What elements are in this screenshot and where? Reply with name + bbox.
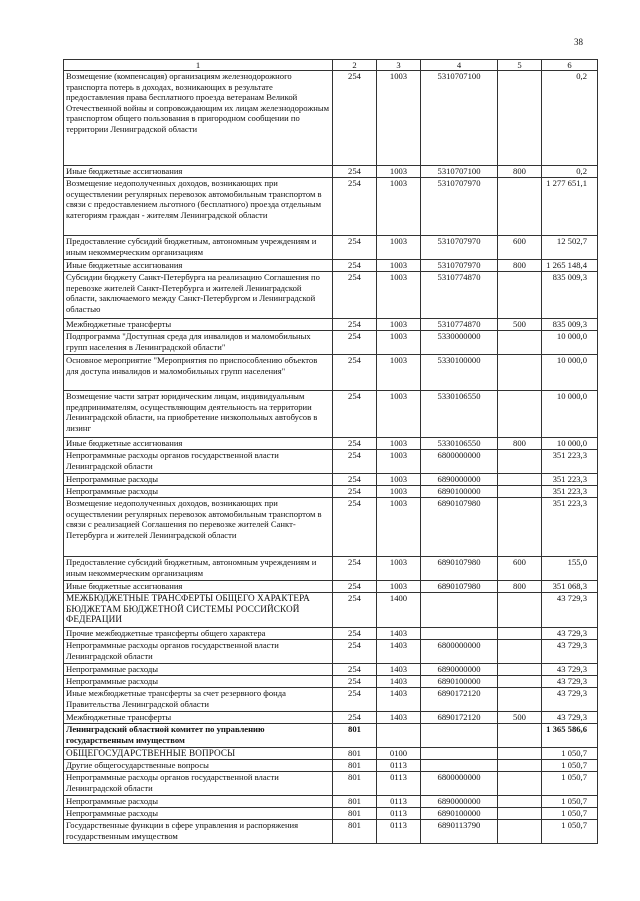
table-row bbox=[64, 272, 598, 319]
table-row bbox=[64, 808, 598, 820]
row-name: Межбюджетные трансферты bbox=[64, 319, 333, 331]
row-section-code: 1003 bbox=[377, 438, 421, 450]
row-amount: 43 729,3 bbox=[542, 676, 598, 688]
row-ministry-code: 254 bbox=[333, 593, 377, 628]
row-amount: 351 068,3 bbox=[542, 581, 598, 593]
row-section-code: 0100 bbox=[377, 748, 421, 760]
row-target-article: 5310774870 bbox=[421, 319, 498, 331]
row-ministry-code: 801 bbox=[333, 724, 377, 748]
table-row bbox=[64, 438, 598, 450]
row-target-article: 6890100000 bbox=[421, 808, 498, 820]
row-section-code: 1403 bbox=[377, 628, 421, 640]
table-row bbox=[64, 820, 598, 844]
row-ministry-code: 254 bbox=[333, 331, 377, 355]
row-ministry-code: 254 bbox=[333, 628, 377, 640]
row-amount: 1 365 586,6 bbox=[542, 724, 598, 748]
row-expense-type: 800 bbox=[498, 438, 542, 450]
row-section-code: 0113 bbox=[377, 820, 421, 844]
row-target-article: 6890100000 bbox=[421, 486, 498, 498]
row-expense-type bbox=[498, 796, 542, 808]
row-ministry-code: 254 bbox=[333, 166, 377, 178]
row-expense-type bbox=[498, 748, 542, 760]
table-row bbox=[64, 796, 598, 808]
row-amount: 1 265 148,4 bbox=[542, 260, 598, 272]
row-target-article: 5310707970 bbox=[421, 236, 498, 260]
row-section-code: 1403 bbox=[377, 712, 421, 724]
table-row bbox=[64, 486, 598, 498]
row-target-article: 6800000000 bbox=[421, 450, 498, 474]
row-amount: 10 000,0 bbox=[542, 438, 598, 450]
row-expense-type bbox=[498, 593, 542, 628]
row-ministry-code: 254 bbox=[333, 391, 377, 438]
row-target-article: 6890113790 bbox=[421, 820, 498, 844]
row-section-code: 1003 bbox=[377, 260, 421, 272]
row-ministry-code: 254 bbox=[333, 450, 377, 474]
row-section-code: 1003 bbox=[377, 272, 421, 319]
row-target-article bbox=[421, 724, 498, 748]
row-amount: 10 000,0 bbox=[542, 355, 598, 391]
row-ministry-code: 254 bbox=[333, 178, 377, 236]
row-amount: 351 223,3 bbox=[542, 486, 598, 498]
row-ministry-code: 254 bbox=[333, 319, 377, 331]
row-amount: 43 729,3 bbox=[542, 628, 598, 640]
table-row bbox=[64, 712, 598, 724]
row-expense-type bbox=[498, 640, 542, 664]
table-header-row bbox=[64, 60, 598, 71]
row-name: МЕЖБЮДЖЕТНЫЕ ТРАНСФЕРТЫ ОБЩЕГО ХАРАКТЕРА БЮДЖЕТАМ БЮДЖЕТНОЙ СИСТЕМЫ РОССИЙСКОЙ ФЕДЕРАЦИИ bbox=[64, 593, 333, 628]
row-name: Непрограммные расходы bbox=[64, 808, 333, 820]
row-amount: 43 729,3 bbox=[542, 712, 598, 724]
table-row bbox=[64, 688, 598, 712]
row-target-article: 5330106550 bbox=[421, 438, 498, 450]
row-section-code: 1003 bbox=[377, 319, 421, 331]
row-amount: 835 009,3 bbox=[542, 272, 598, 319]
table-row bbox=[64, 236, 598, 260]
row-expense-type: 800 bbox=[498, 260, 542, 272]
row-section-code: 1003 bbox=[377, 178, 421, 236]
row-expense-type: 800 bbox=[498, 581, 542, 593]
row-section-code: 1003 bbox=[377, 71, 421, 166]
row-name: Иные бюджетные ассигнования bbox=[64, 260, 333, 272]
row-amount: 1 050,7 bbox=[542, 820, 598, 844]
row-target-article: 6890000000 bbox=[421, 474, 498, 486]
row-target-article: 5310707100 bbox=[421, 71, 498, 166]
row-expense-type bbox=[498, 808, 542, 820]
row-name: Иные межбюджетные трансферты за счет резервного фонда Правительства Ленинградской области bbox=[64, 688, 333, 712]
row-section-code: 1403 bbox=[377, 688, 421, 712]
row-target-article: 5330100000 bbox=[421, 355, 498, 391]
row-target-article: 5310774870 bbox=[421, 272, 498, 319]
row-name: Иные бюджетные ассигнования bbox=[64, 166, 333, 178]
header-col-4: 4 bbox=[421, 60, 498, 71]
row-section-code: 0113 bbox=[377, 760, 421, 772]
row-name: Возмещение недополученных доходов, возникающих при осуществлении регулярных перевозок автомобильным транспортом в связи с предоставлением льготного (бесплатного) проезда отдельным категориям граждан - жителям Ленинградской области bbox=[64, 178, 333, 236]
row-ministry-code: 254 bbox=[333, 640, 377, 664]
row-amount: 10 000,0 bbox=[542, 331, 598, 355]
row-ministry-code: 254 bbox=[333, 236, 377, 260]
header-col-3: 3 bbox=[377, 60, 421, 71]
header-col-1: 1 bbox=[64, 60, 333, 71]
header-col-6: 6 bbox=[542, 60, 598, 71]
table-row bbox=[64, 593, 598, 628]
row-expense-type: 800 bbox=[498, 166, 542, 178]
row-ministry-code: 801 bbox=[333, 808, 377, 820]
row-expense-type bbox=[498, 628, 542, 640]
row-amount: 12 502,7 bbox=[542, 236, 598, 260]
row-target-article: 6800000000 bbox=[421, 772, 498, 796]
row-expense-type bbox=[498, 71, 542, 166]
row-ministry-code: 801 bbox=[333, 748, 377, 760]
row-ministry-code: 254 bbox=[333, 557, 377, 581]
table-row bbox=[64, 748, 598, 760]
row-target-article: 6890100000 bbox=[421, 676, 498, 688]
row-ministry-code: 254 bbox=[333, 438, 377, 450]
row-amount: 1 050,7 bbox=[542, 808, 598, 820]
table-row bbox=[64, 71, 598, 166]
row-expense-type: 600 bbox=[498, 557, 542, 581]
row-target-article: 6890107980 bbox=[421, 498, 498, 557]
table-row bbox=[64, 724, 598, 748]
row-target-article: 5310707100 bbox=[421, 166, 498, 178]
row-name: Другие общегосударственные вопросы bbox=[64, 760, 333, 772]
row-amount: 43 729,3 bbox=[542, 593, 598, 628]
page-number: 38 bbox=[574, 37, 583, 47]
row-expense-type bbox=[498, 450, 542, 474]
row-name: Непрограммные расходы органов государственной власти Ленинградской области bbox=[64, 772, 333, 796]
row-name: Непрограммные расходы bbox=[64, 676, 333, 688]
row-ministry-code: 801 bbox=[333, 820, 377, 844]
table-row bbox=[64, 557, 598, 581]
table-row bbox=[64, 676, 598, 688]
header-col-2: 2 bbox=[333, 60, 377, 71]
row-section-code: 1403 bbox=[377, 640, 421, 664]
row-expense-type bbox=[498, 391, 542, 438]
row-name: Прочие межбюджетные трансферты общего характера bbox=[64, 628, 333, 640]
table-row bbox=[64, 628, 598, 640]
row-target-article: 5310707970 bbox=[421, 178, 498, 236]
row-target-article: 6890107980 bbox=[421, 581, 498, 593]
row-name: Непрограммные расходы bbox=[64, 486, 333, 498]
row-name: Непрограммные расходы органов государственной власти Ленинградской области bbox=[64, 640, 333, 664]
row-ministry-code: 254 bbox=[333, 498, 377, 557]
header-col-5: 5 bbox=[498, 60, 542, 71]
row-name: Основное мероприятие "Мероприятия по приспособлению объектов для доступа инвалидов и маломобильных групп населения" bbox=[64, 355, 333, 391]
row-ministry-code: 254 bbox=[333, 581, 377, 593]
row-ministry-code: 801 bbox=[333, 760, 377, 772]
row-amount: 10 000,0 bbox=[542, 391, 598, 438]
row-amount: 351 223,3 bbox=[542, 474, 598, 486]
row-expense-type bbox=[498, 331, 542, 355]
row-name: Межбюджетные трансферты bbox=[64, 712, 333, 724]
row-name: Непрограммные расходы органов государственной власти Ленинградской области bbox=[64, 450, 333, 474]
row-amount: 43 729,3 bbox=[542, 640, 598, 664]
row-target-article: 5330106550 bbox=[421, 391, 498, 438]
row-expense-type bbox=[498, 474, 542, 486]
row-target-article: 6890000000 bbox=[421, 664, 498, 676]
row-name: Непрограммные расходы bbox=[64, 796, 333, 808]
row-target-article bbox=[421, 748, 498, 760]
row-ministry-code: 254 bbox=[333, 260, 377, 272]
row-name: Ленинградский областной комитет по управлению государственным имуществом bbox=[64, 724, 333, 748]
row-target-article: 6890172120 bbox=[421, 688, 498, 712]
table-row bbox=[64, 319, 598, 331]
row-ministry-code: 254 bbox=[333, 474, 377, 486]
row-expense-type bbox=[498, 486, 542, 498]
row-name: Предоставление субсидий бюджетным, автономным учреждениям и иным некоммерческим организациям bbox=[64, 557, 333, 581]
row-name: Непрограммные расходы bbox=[64, 474, 333, 486]
table-row bbox=[64, 498, 598, 557]
table-row bbox=[64, 581, 598, 593]
table-row bbox=[64, 355, 598, 391]
row-name: Субсидии бюджету Санкт-Петербурга на реализацию Соглашения по перевозке жителей Санкт-Петербурга и жителей Ленинградской области, заключаемого между Санкт-Петербургом и Ленинградской областью bbox=[64, 272, 333, 319]
row-ministry-code: 254 bbox=[333, 486, 377, 498]
row-ministry-code: 254 bbox=[333, 664, 377, 676]
row-section-code: 1403 bbox=[377, 676, 421, 688]
row-amount: 155,0 bbox=[542, 557, 598, 581]
row-target-article: 5330000000 bbox=[421, 331, 498, 355]
row-expense-type bbox=[498, 272, 542, 319]
row-section-code: 1003 bbox=[377, 486, 421, 498]
row-section-code: 0113 bbox=[377, 796, 421, 808]
row-expense-type: 600 bbox=[498, 236, 542, 260]
table-row bbox=[64, 331, 598, 355]
row-expense-type: 500 bbox=[498, 319, 542, 331]
row-expense-type bbox=[498, 355, 542, 391]
row-amount: 351 223,3 bbox=[542, 498, 598, 557]
table-row bbox=[64, 664, 598, 676]
row-section-code: 1003 bbox=[377, 557, 421, 581]
table-row bbox=[64, 450, 598, 474]
budget-table bbox=[63, 59, 598, 844]
table-row bbox=[64, 474, 598, 486]
row-section-code: 1400 bbox=[377, 593, 421, 628]
row-ministry-code: 801 bbox=[333, 796, 377, 808]
row-expense-type bbox=[498, 676, 542, 688]
row-amount: 1 050,7 bbox=[542, 772, 598, 796]
row-expense-type: 500 bbox=[498, 712, 542, 724]
row-amount: 43 729,3 bbox=[542, 688, 598, 712]
row-section-code: 1003 bbox=[377, 236, 421, 260]
row-amount: 1 050,7 bbox=[542, 796, 598, 808]
row-target-article: 5310707970 bbox=[421, 260, 498, 272]
row-target-article bbox=[421, 593, 498, 628]
row-amount: 351 223,3 bbox=[542, 450, 598, 474]
table-row bbox=[64, 640, 598, 664]
table-row bbox=[64, 178, 598, 236]
row-expense-type bbox=[498, 178, 542, 236]
row-expense-type bbox=[498, 772, 542, 796]
row-section-code: 1003 bbox=[377, 581, 421, 593]
row-section-code bbox=[377, 724, 421, 748]
row-expense-type bbox=[498, 498, 542, 557]
row-amount: 43 729,3 bbox=[542, 664, 598, 676]
row-target-article bbox=[421, 760, 498, 772]
row-section-code: 1003 bbox=[377, 331, 421, 355]
table-row bbox=[64, 760, 598, 772]
row-name: Возмещение (компенсация) организациям железнодорожного транспорта потерь в доходах, возникающих в результате предоставления права бесплатного проезда ветеранам Великой Отечественной войны и сопровождающим их лицам железнодорожным транспортом общего пользования в пригородном сообщении по территории Ленинградской области bbox=[64, 71, 333, 166]
row-name: Возмещение недополученных доходов, возникающих при осуществлении регулярных перевозок автомобильным транспортом в связи с реализацией Соглашения по перевозке жителей Санкт-Петербурга и жителей Ленинградской области bbox=[64, 498, 333, 557]
row-expense-type bbox=[498, 760, 542, 772]
row-section-code: 1003 bbox=[377, 450, 421, 474]
row-section-code: 1003 bbox=[377, 498, 421, 557]
row-name: Иные бюджетные ассигнования bbox=[64, 438, 333, 450]
row-amount: 0,2 bbox=[542, 71, 598, 166]
row-ministry-code: 801 bbox=[333, 772, 377, 796]
row-name: Непрограммные расходы bbox=[64, 664, 333, 676]
row-amount: 835 009,3 bbox=[542, 319, 598, 331]
row-ministry-code: 254 bbox=[333, 355, 377, 391]
row-target-article: 6800000000 bbox=[421, 640, 498, 664]
row-section-code: 0113 bbox=[377, 808, 421, 820]
row-name: ОБЩЕГОСУДАРСТВЕННЫЕ ВОПРОСЫ bbox=[64, 748, 333, 760]
row-amount: 1 050,7 bbox=[542, 748, 598, 760]
row-target-article bbox=[421, 628, 498, 640]
row-amount: 1 050,7 bbox=[542, 760, 598, 772]
row-section-code: 1403 bbox=[377, 664, 421, 676]
row-section-code: 1003 bbox=[377, 391, 421, 438]
row-ministry-code: 254 bbox=[333, 272, 377, 319]
row-expense-type bbox=[498, 664, 542, 676]
row-target-article: 6890000000 bbox=[421, 796, 498, 808]
row-expense-type bbox=[498, 820, 542, 844]
row-ministry-code: 254 bbox=[333, 712, 377, 724]
row-name: Предоставление субсидий бюджетным, автономным учреждениям и иным некоммерческим организациям bbox=[64, 236, 333, 260]
table-row bbox=[64, 260, 598, 272]
row-name: Подпрограмма "Доступная среда для инвалидов и маломобильных групп населения в Ленинградской области" bbox=[64, 331, 333, 355]
row-target-article: 6890107980 bbox=[421, 557, 498, 581]
row-name: Возмещение части затрат юридическим лицам, индивидуальным предпринимателям, осуществляющим деятельность на территории Ленинградской области, на приобретение низкопольных автобусов в лизинг bbox=[64, 391, 333, 438]
row-section-code: 0113 bbox=[377, 772, 421, 796]
row-expense-type bbox=[498, 688, 542, 712]
row-target-article: 6890172120 bbox=[421, 712, 498, 724]
row-amount: 0,2 bbox=[542, 166, 598, 178]
table-row bbox=[64, 166, 598, 178]
table-row bbox=[64, 391, 598, 438]
row-ministry-code: 254 bbox=[333, 688, 377, 712]
row-name: Иные бюджетные ассигнования bbox=[64, 581, 333, 593]
row-section-code: 1003 bbox=[377, 166, 421, 178]
row-section-code: 1003 bbox=[377, 355, 421, 391]
row-ministry-code: 254 bbox=[333, 71, 377, 166]
row-section-code: 1003 bbox=[377, 474, 421, 486]
row-amount: 1 277 651,1 bbox=[542, 178, 598, 236]
row-name: Государственные функции в сфере управления и распоряжения государственным имуществом bbox=[64, 820, 333, 844]
row-ministry-code: 254 bbox=[333, 676, 377, 688]
row-expense-type bbox=[498, 724, 542, 748]
table-row bbox=[64, 772, 598, 796]
